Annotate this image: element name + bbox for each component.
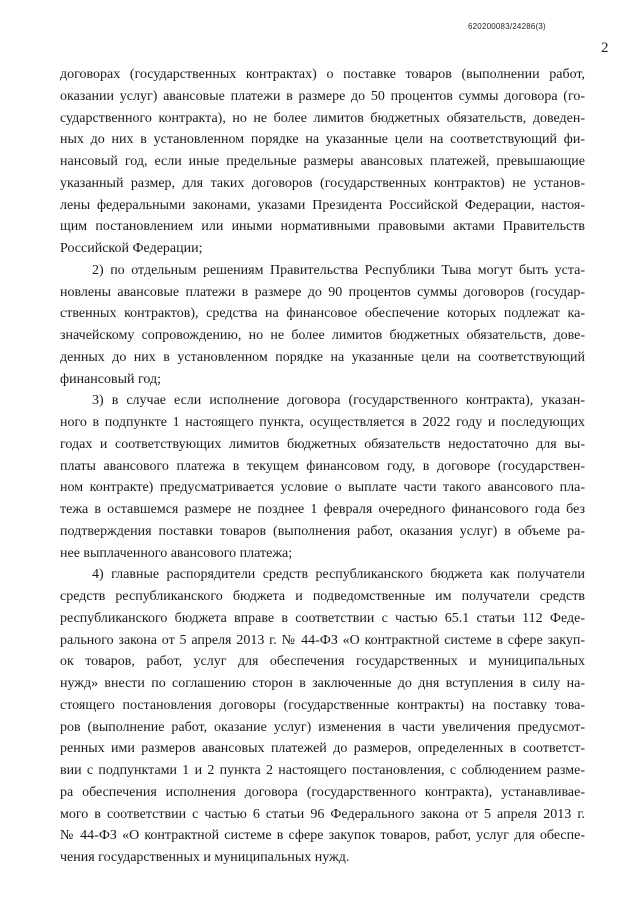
text-line: ных до них в установленном порядке на указанные цели на соответствующий фи- bbox=[60, 132, 585, 148]
text-line: договорах (государственных контрактах) о поставке товаров (выполнении работ, bbox=[60, 67, 585, 82]
text-line: тежа в оставшемся размере не позднее 1 февраля очередного финансового года без bbox=[60, 502, 585, 517]
text-line: значейскому сопровождению, но не более лимитов бюджетных обязательств, дове- bbox=[60, 328, 585, 343]
text-line: денных до них в установленном порядке на указанные цели на соответствующий bbox=[60, 349, 585, 365]
text-line: оказании услуг) авансовые платежи в размере до 50 процентов суммы договора (го- bbox=[60, 88, 585, 104]
text-line: нужд» внести по соглашению сторон в заключенные до дня вступления в силу на- bbox=[60, 676, 585, 691]
text-line: мого в соответствии с частью 6 статьи 96 Федерального закона от 5 апреля 2013 г. bbox=[60, 806, 585, 822]
text-line: щим постановлением или иными нормативными правовыми актами Правительств bbox=[60, 219, 585, 235]
page-number: 2 bbox=[601, 40, 609, 56]
text-line: нансовый год, если иные предельные размеры авансовых платежей, превышающие bbox=[60, 154, 585, 169]
text-line: ренных ими размеров авансовых платежей до размеров, определенных в соответст- bbox=[60, 741, 585, 757]
text-line: ок товаров, работ, услуг для обеспечения государственных и муниципальных bbox=[60, 654, 585, 670]
text-line: лены федеральными законами, указами Президента Российской Федерации, настоя- bbox=[60, 197, 585, 213]
text-line: нее выплаченного авансового платежа; bbox=[60, 545, 293, 561]
text-line: вии с подпунктами 1 и 2 пункта 2 настоящего постановления, с соблюдением разме- bbox=[60, 763, 585, 778]
text-line: финансовый год; bbox=[60, 371, 161, 387]
text-line: годах и соответствующих лимитов бюджетных обязательств недостаточно для вы- bbox=[60, 436, 585, 452]
text-line: Российской Федерации; bbox=[60, 241, 203, 256]
text-line: указанный размер, для таких договоров (государственных контрактов) не установ- bbox=[60, 175, 585, 191]
text-line: новлены авансовые платежи в размере до 90 процентов суммы договоров (государ- bbox=[60, 284, 585, 300]
text-line: чения государственных и муниципальных нужд. bbox=[60, 850, 350, 865]
text-line: платы авансового платежа в текущем финансовом году, в договоре (государствен- bbox=[60, 458, 585, 474]
text-line: ного в подпункте 1 настоящего пункта, осуществляется в 2022 году и последующих bbox=[60, 415, 585, 430]
text-line: стоящего постановления договоры (государственные контракты) на поставку това- bbox=[60, 697, 585, 713]
text-line: 4) главные распорядители средств республиканского бюджета как получатели bbox=[92, 567, 585, 583]
text-line: № 44-ФЗ «О контрактной системе в сфере закупок товаров, работ, услуг для обеспе- bbox=[60, 828, 585, 844]
document-code: 620200083/24286(3) bbox=[468, 22, 546, 31]
text-line: 2) по отдельным решениям Правительства Республики Тыва могут быть уста- bbox=[92, 262, 585, 278]
text-line: республиканского бюджета вправе в соответствии с частью 65.1 статьи 112 Феде- bbox=[60, 610, 585, 626]
text-line: ра обеспечения исполнения договора (государственного контракта), устанавливае- bbox=[60, 784, 585, 800]
text-line: 3) в случае если исполнение договора (государственного контракта), указан- bbox=[92, 393, 585, 409]
text-line: рального закона от 5 апреля 2013 г. № 44-ФЗ «О контрактной системе в сфере закуп- bbox=[60, 632, 585, 648]
text-line: ном контракте) предусматривается условие о выплате части такого авансового пла- bbox=[60, 480, 585, 496]
text-line: подтверждения поставки товаров (выполнения работ, оказания услуг) в объеме ра- bbox=[60, 523, 585, 539]
text-line: средств республиканского бюджета и подведомственные им получатели средств bbox=[60, 589, 585, 604]
text-line: сударственного контракта), но не более лимитов бюджетных обязательств, доведен- bbox=[60, 110, 585, 126]
text-line: ров (выполнение работ, оказание услуг) изменения в части увеличения предусмот- bbox=[60, 719, 585, 735]
text-line: ственных контрактов), средства на финансовое обеспечение которых подлежат ка- bbox=[60, 306, 585, 322]
